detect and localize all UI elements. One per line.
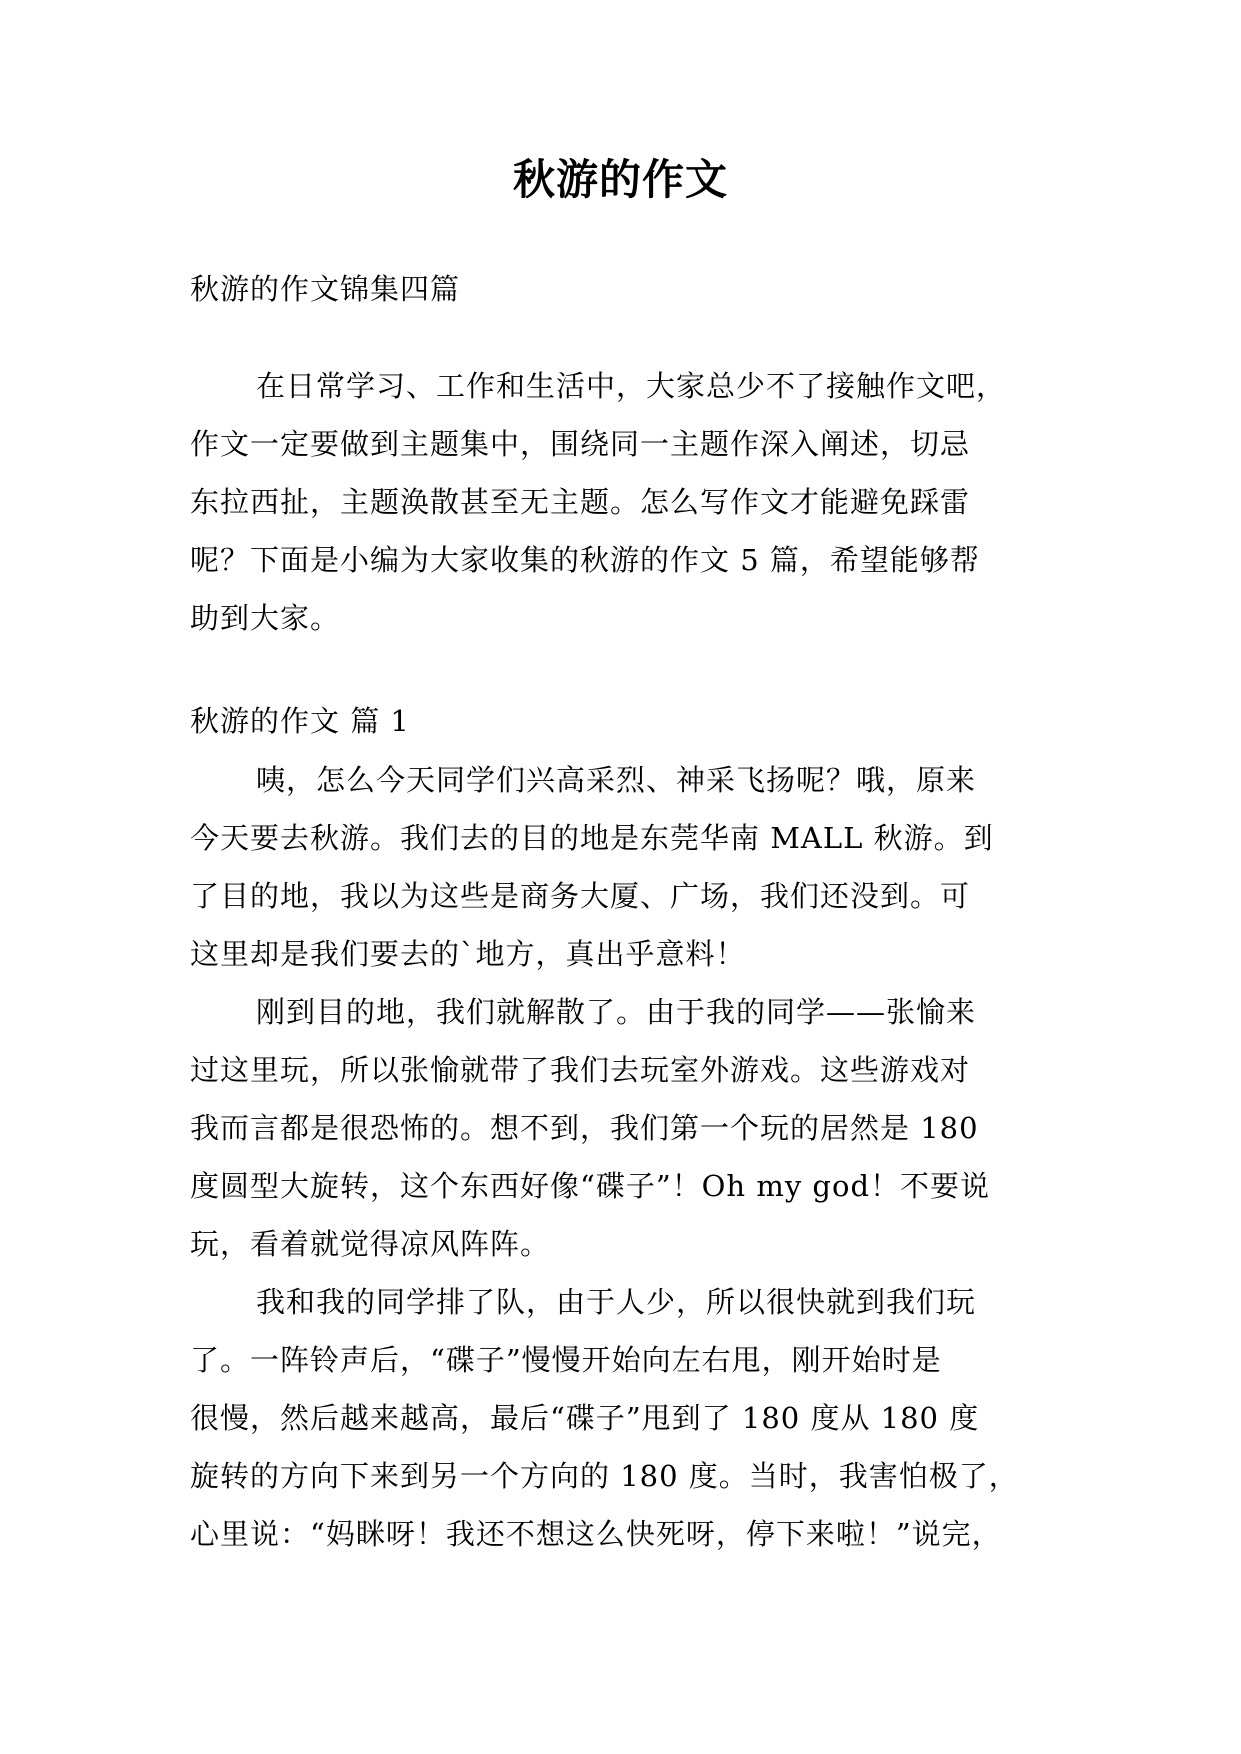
paragraph-line: 心里说：“妈眯呀！我还不想这么快死呀，停下来啦！”说完， <box>190 1517 1002 1551</box>
paragraph-line: 很慢，然后越来越高，最后“碟子”甩到了 180 度从 180 度 <box>190 1401 980 1435</box>
paragraph-line: 旋转的方向下来到另一个方向的 180 度。当时，我害怕极了， <box>190 1459 1019 1493</box>
paragraph-line: 过这里玩，所以张愉就带了我们去玩室外游戏。这些游戏对 <box>190 1053 971 1087</box>
paragraph-line: 助到大家。 <box>190 601 341 635</box>
paragraph-line: 了。一阵铃声后，“碟子”慢慢开始向左右甩，刚开始时是 <box>190 1343 942 1377</box>
paragraph-line: 了目的地，我以为这些是商务大厦、广场，我们还没到。可 <box>190 879 971 913</box>
paragraph-line: 咦，怎么今天同学们兴高采烈、神采飞扬呢？哦，原来 <box>256 763 977 797</box>
paragraph-line: 东拉西扯，主题涣散甚至无主题。怎么写作文才能避免踩雷 <box>190 485 971 519</box>
paragraph-line: 作文一定要做到主题集中，围绕同一主题作深入阐述，切忌 <box>190 427 971 461</box>
section-heading-line: 秋游的作文 篇 1 <box>190 704 410 738</box>
paragraph-line: 在日常学习、工作和生活中，大家总少不了接触作文吧， <box>256 369 1007 403</box>
paragraph-line: 呢？下面是小编为大家收集的秋游的作文 5 篇，希望能够帮 <box>190 543 980 577</box>
subtitle-line: 秋游的作文锦集四篇 <box>190 272 461 306</box>
section-heading <box>190 692 1050 750</box>
paragraph-1 <box>190 751 1050 983</box>
paragraph-2 <box>190 983 1050 1273</box>
intro-paragraph <box>190 357 1050 647</box>
paragraph-line: 我而言都是很恐怖的。想不到，我们第一个玩的居然是 180 <box>190 1111 979 1145</box>
paragraph-line: 我和我的同学排了队，由于人少，所以很快就到我们玩 <box>256 1285 977 1319</box>
document-title: 秋游的作文 <box>512 155 728 204</box>
document-subtitle <box>190 260 1050 318</box>
paragraph-line: 这里却是我们要去的`地方，真出乎意料！ <box>190 937 746 971</box>
paragraph-line: 度圆型大旋转，这个东西好像“碟子”！Oh my god！不要说 <box>190 1169 991 1203</box>
paragraph-line: 今天要去秋游。我们去的目的地是东莞华南 MALL 秋游。到 <box>190 821 994 855</box>
paragraph-line: 玩，看着就觉得凉风阵阵。 <box>190 1227 551 1261</box>
paragraph-3 <box>190 1273 1050 1563</box>
paragraph-line: 刚到目的地，我们就解散了。由于我的同学——张愉来 <box>256 995 977 1029</box>
